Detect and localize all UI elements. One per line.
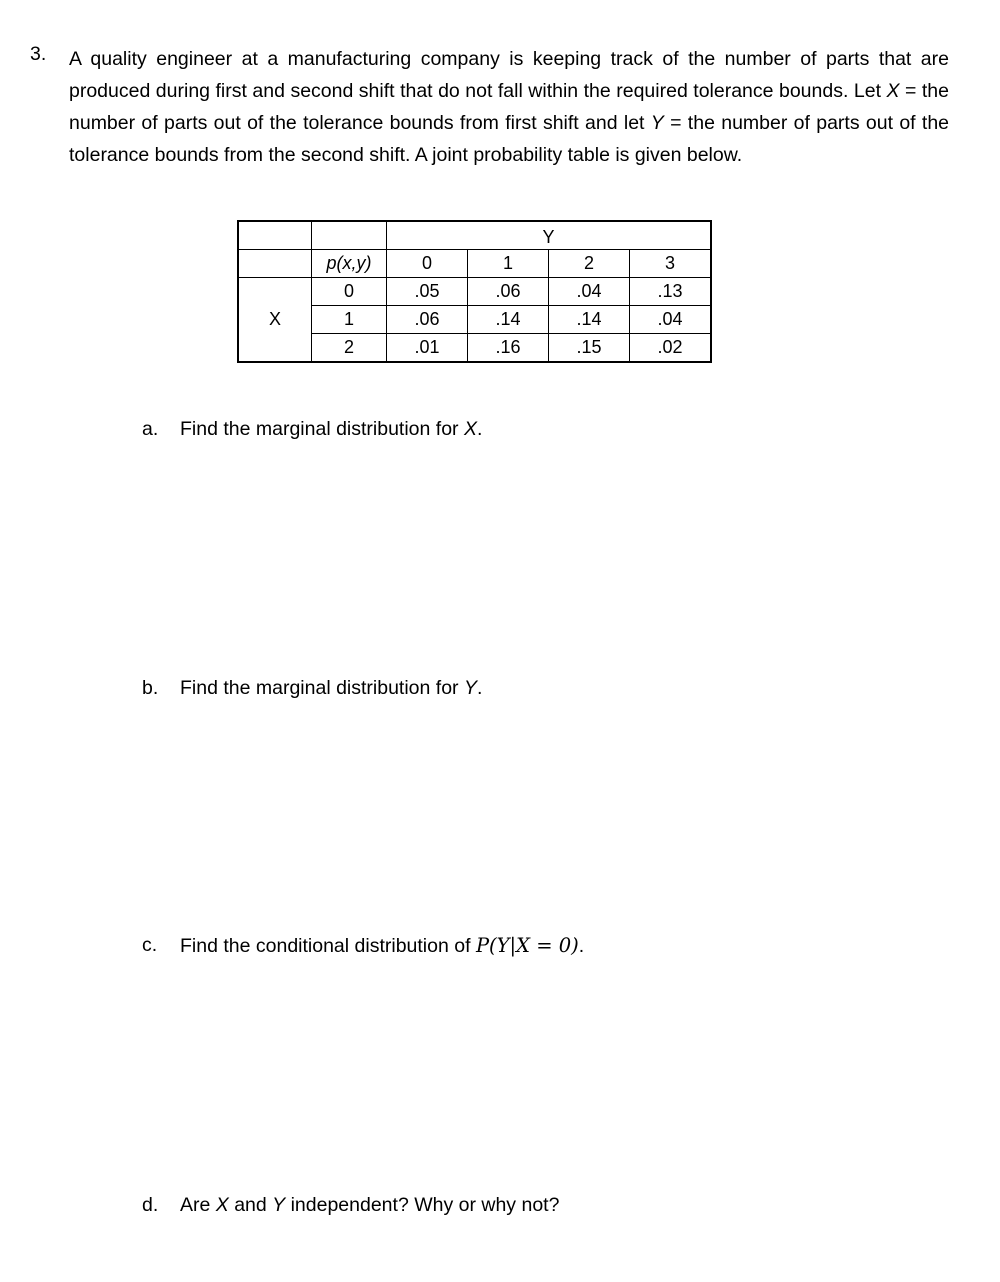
y-variable: Y [463, 677, 477, 699]
question-letter: a. [142, 418, 159, 440]
y-value: 1 [468, 250, 549, 278]
intro-part-1: A quality engineer at a manufacturing company is keeping track of the number of parts that are produced during first and second shift that do not fall within the required tolerance bounds. Let [69, 48, 949, 102]
joint-probability-table [237, 220, 712, 363]
question-text: Find the marginal distribution for X. [180, 418, 483, 440]
question-text: Are X and Y independent? Why or why not? [180, 1194, 560, 1216]
x-variable: X [215, 1194, 229, 1216]
x-value: 2 [312, 334, 387, 363]
problem-number: 3. [30, 43, 47, 65]
table-row [238, 278, 711, 306]
probability-cell: .04 [630, 306, 712, 334]
probability-cell: .06 [468, 278, 549, 306]
x-value: 0 [312, 278, 387, 306]
probability-cell: .15 [549, 334, 630, 363]
y-value: 2 [549, 250, 630, 278]
problem-statement [69, 43, 949, 171]
intro-part-2: = the number of parts out of the tolerance bounds from first shift and let [69, 80, 949, 134]
probability-cell: .16 [468, 334, 549, 363]
x-value: 1 [312, 306, 387, 334]
y-value: 3 [630, 250, 712, 278]
probability-cell: .14 [549, 306, 630, 334]
y-value: 0 [387, 250, 468, 278]
probability-cell: .13 [630, 278, 712, 306]
conditional-probability-expression: P(Y|X = 0) [475, 934, 579, 957]
x-header: X [238, 278, 312, 363]
question-letter: c. [142, 934, 158, 956]
x-variable: X [463, 418, 477, 440]
question-text: Find the marginal distribution for Y. [180, 677, 483, 699]
probability-cell: .01 [387, 334, 468, 363]
probability-cell: .02 [630, 334, 712, 363]
intro-part-3: = the number of parts out of the tolerance bounds from the second shift. A joint probability table is given below. [69, 112, 950, 166]
question-letter: d. [142, 1194, 159, 1216]
probability-cell: .06 [387, 306, 468, 334]
probability-cell: .05 [387, 278, 468, 306]
probability-cell: .14 [468, 306, 549, 334]
x-variable: X [886, 80, 900, 102]
corner-label: p(x,y) [312, 250, 387, 278]
empty-cell [238, 250, 312, 278]
empty-cell [238, 221, 312, 250]
y-header: Y [387, 221, 712, 250]
y-variable: Y [272, 1194, 286, 1216]
question-text: Find the conditional distribution of P(Y|X = 0). [180, 934, 585, 957]
y-variable: Y [650, 112, 664, 134]
question-letter: b. [142, 677, 159, 699]
empty-cell [312, 221, 387, 250]
probability-cell: .04 [549, 278, 630, 306]
